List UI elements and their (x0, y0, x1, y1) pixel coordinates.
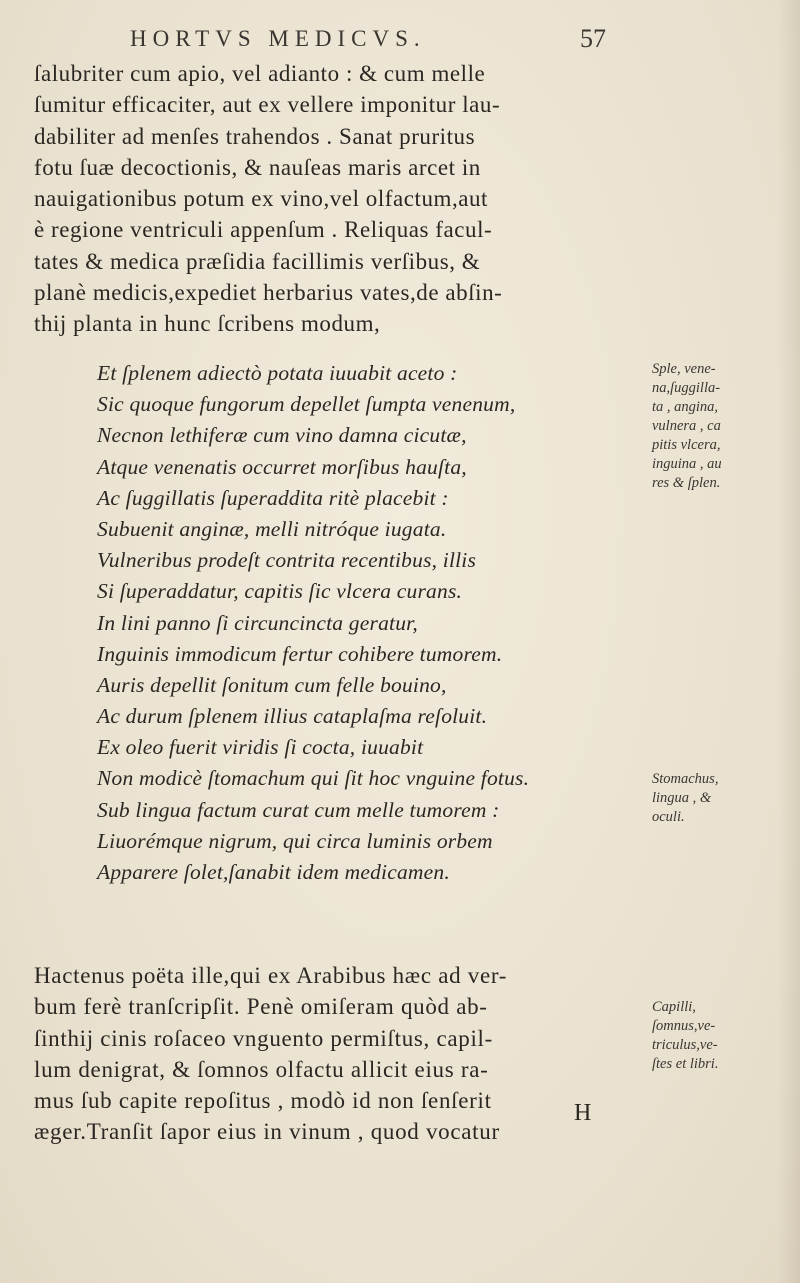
text-line: ſinthij cinis roſaceo vnguento permiſtus, capil- (34, 1025, 493, 1051)
text-line: Hactenus poëta ille,qui ex Arabibus hæc ad ver- (34, 963, 508, 988)
verse-line: Subuenit anginæ, melli nitróque iugata. (97, 516, 447, 541)
text-line: planè medicis,expediet herbarius vates,de abſin- (34, 280, 503, 306)
verse-line: In lini panno ſi circuncincta geratur, (97, 610, 418, 635)
margin-note-line: lingua , & (652, 790, 712, 806)
text-line: è regione ventriculi appenſum . Reliquas facul- (34, 217, 493, 243)
verse-line: Non modicè ſtomachum qui ſit hoc vnguine fotus. (97, 766, 530, 791)
verse-line: Sub lingua factum curat cum melle tumorem : (97, 797, 500, 822)
text-line: mus ſub capite repoſitus , modò id non ſenſerit (34, 1088, 492, 1114)
verse-line: Sic quoque fungorum depellet ſumpta venenum, (97, 392, 516, 417)
catchword: H (574, 1100, 592, 1126)
prose-paragraph-1 (34, 58, 634, 340)
verse-line: Ex oleo fuerit viridis ſi cocta, iuuabit (97, 735, 424, 760)
verse-line: Vulneribus prodeſt contrita recentibus, illis (97, 548, 477, 573)
verse-line: Atque venenatis occurret morſibus hauſta, (97, 454, 467, 479)
margin-note-3 (652, 998, 718, 1074)
verse-line: Inguinis immodicum fertur cohibere tumorem. (97, 641, 503, 666)
margin-note-line: Stomachus, (652, 771, 719, 787)
verse-line: Necnon lethiferæ cum vino damna cicutæ, (97, 423, 467, 448)
margin-note-line: vulnera , ca (652, 418, 721, 434)
verse-line: Apparere ſolet,ſanabit idem medicamen. (97, 860, 450, 884)
margin-note-line: Sple, vene- (652, 361, 716, 377)
margin-note-2 (652, 770, 718, 827)
margin-note-1 (652, 360, 722, 493)
margin-note-line: triculus,ve- (652, 1037, 718, 1053)
verse-line: Ac ſuggillatis ſuperaddita ritè placebit : (97, 485, 449, 510)
margin-note-line: Capilli, (652, 999, 696, 1015)
text-line: fotu ſuæ decoctionis, & nauſeas maris arcet in (34, 154, 481, 180)
text-line: ſalubriter cum apio, vel adianto : & cum melle (34, 61, 486, 86)
main-text (34, 58, 634, 1145)
text-line: thij planta in hunc ſcribens modum, (34, 311, 381, 337)
page-edge-shadow (778, 0, 800, 1283)
margin-note-line: ſtes et libri. (652, 1056, 719, 1072)
margin-note-line: oculi. (652, 809, 685, 825)
prose-paragraph-2 (34, 960, 654, 1148)
page-header (0, 22, 800, 62)
verse-line: Liuorémque nigrum, qui circa luminis orbem (97, 828, 493, 853)
verse-line: Si ſuperaddatur, capitis ſic vlcera curans. (97, 579, 463, 604)
margin-note-line: pitis vlcera, (652, 437, 721, 453)
margin-note-line: inguina , au (652, 456, 722, 472)
margin-note-line: ta , angina, (652, 399, 719, 415)
text-line: lum denigrat, & ſomnos olfactu allicit eius ra- (34, 1056, 489, 1082)
running-title: HORTVS MEDICVS. (130, 26, 426, 51)
verse-line: Auris depellit ſonitum cum felle bouino, (97, 672, 447, 697)
text-line: ſumitur efficaciter, aut ex vellere imponitur lau- (34, 92, 501, 118)
margin-note-line: na,ſuggilla- (652, 380, 721, 396)
margin-note-line: res & ſplen. (652, 475, 721, 491)
text-line: æger.Tranſit ſapor eius in vinum , quod vocatur (34, 1119, 500, 1145)
margin-note-line: ſomnus,ve- (652, 1018, 716, 1034)
text-line: bum ferè tranſcripſit. Penè omiſeram quòd ab- (34, 994, 488, 1020)
text-line: dabiliter ad menſes trahendos . Sanat pruritus (34, 123, 476, 149)
page-number: 57 (580, 24, 606, 53)
text-line: tates & medica præſidia facillimis verſibus, & (34, 248, 481, 274)
verse-line: Ac durum ſplenem illius cataplaſma reſoluit. (97, 704, 488, 729)
verse-line: Et ſplenem adiectò potata iuuabit aceto : (97, 361, 458, 385)
verse-quotation (97, 358, 657, 888)
text-line: nauigationibus potum ex vino,vel olfactum,aut (34, 186, 489, 212)
